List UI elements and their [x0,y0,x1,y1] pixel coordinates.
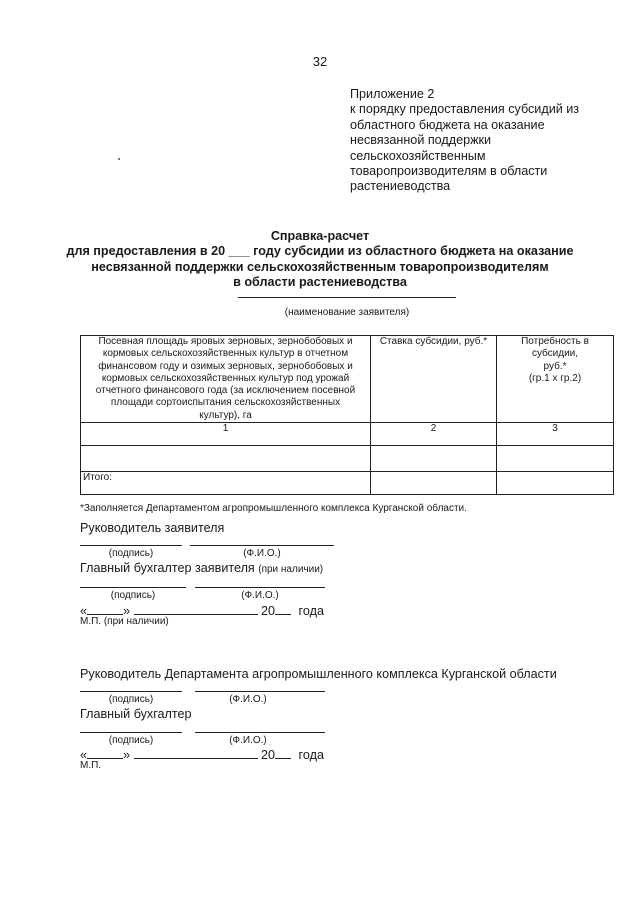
column-number: 2 [371,423,497,446]
fio-caption: (Ф.И.О.) [229,735,267,746]
calculation-table [80,335,614,495]
date-year-prefix: 20 [261,748,276,762]
department-head-label: Руководитель Департамента агропромышленного комплекса Курганской области [80,667,557,681]
column-number: 1 [81,423,371,446]
date-day-blank [87,602,123,615]
sign-caption: (подпись) [108,694,154,705]
header-line: отчетного финансового года (за исключением посевной [95,385,356,397]
table-header-row [81,336,614,423]
table-cell [497,472,614,495]
applicant-accountant-fio-line [195,587,325,588]
date-year-blank [275,746,291,759]
title-line: для предоставления в 20 ___ году субсидии из областного бюджета на оказание [66,244,574,259]
date-quote-close: » [123,604,131,618]
department-head-fio-line [195,691,325,692]
fio-caption: (Ф.И.О.) [243,548,281,559]
header-sown-area [81,336,371,423]
department-date-line [80,746,324,762]
column-number-row [81,423,614,446]
date-month-blank [134,746,258,759]
fio-caption: (Ф.И.О.) [241,590,279,601]
header-line: Посевная площадь яровых зерновых, зернобобовых и [98,336,353,347]
title-line: Справка-расчет [270,229,370,243]
footnote: *Заполняется Департаментом агропромышленного комплекса Курганской области. [80,503,467,514]
applicant-head-sign-line [80,545,182,546]
column-number: 3 [497,423,614,446]
applicant-accountant-label [80,561,323,575]
header-line: кормовых сельскохозяйственных культур в отчетном [102,348,349,360]
accountant-title: Главный бухгалтер заявителя [80,561,255,575]
applicant-accountant-sign-line [80,587,186,588]
header-line: Потребность в [521,336,589,347]
accountant-note: (при наличии) [258,564,324,575]
table-cell [81,446,371,472]
date-quote-open: « [80,748,88,762]
sign-caption: (подпись) [108,548,154,559]
department-accountant-sign-line [80,732,182,733]
sign-caption: (подпись) [110,590,156,601]
appendix-line: растениеводства [350,179,451,194]
total-label: Итого: [81,472,371,495]
title-line: в области растениеводства [233,275,407,290]
total-row [81,472,614,495]
department-stamp: М.П. [80,760,102,771]
date-suffix: года [298,748,324,762]
header-line: культур), га [199,409,252,421]
applicant-name-caption: (наименование заявителя) [284,307,410,318]
fio-caption: (Ф.И.О.) [229,694,267,705]
title-line: несвязанной поддержки сельскохозяйственным товаропроизводителям [91,259,549,274]
appendix-heading [350,87,620,195]
appendix-line: областного бюджета на оказание [350,117,545,132]
department-accountant-label: Главный бухгалтер [80,707,192,721]
table-row [81,446,614,472]
document-title [40,229,600,291]
header-line: субсидии, [531,348,579,360]
header-subsidy-need [497,336,614,423]
date-month-blank [134,602,258,615]
header-line: финансовом году и озимых зерновых, зернобобовых и [98,360,353,372]
table-cell [497,446,614,472]
date-day-blank [87,746,123,759]
department-head-sign-line [80,691,182,692]
header-line: руб.* [543,360,567,372]
page-number: 32 [312,54,328,69]
applicant-head-label: Руководитель заявителя [80,521,225,535]
header-line: кормовых сельскохозяйственных культур под урожай [101,372,350,384]
header-line: (гр.1 х гр.2) [528,372,582,384]
applicant-stamp: М.П. (при наличии) [80,616,169,627]
department-accountant-fio-line [195,732,325,733]
appendix-line: несвязанной поддержки [350,133,492,148]
date-year-blank [275,602,291,615]
sign-caption: (подпись) [108,735,154,746]
table-cell [371,446,497,472]
date-year-prefix: 20 [261,604,276,618]
date-quote-open: « [80,604,88,618]
table-cell [371,472,497,495]
date-quote-close: » [123,748,131,762]
appendix-line: Приложение 2 [350,87,435,101]
appendix-line: к порядку предоставления субсидий из [350,102,580,117]
date-suffix: года [298,604,324,618]
header-subsidy-rate: Ставка субсидии, руб.* [371,336,497,423]
header-line: площади сортоиспытания сельскохозяйственных [110,397,341,409]
appendix-line: сельскохозяйственным [350,148,486,163]
applicant-head-fio-line [190,545,334,546]
applicant-name-line [238,297,456,298]
appendix-line: товаропроизводителям в области [350,164,548,179]
scan-speck [118,158,120,160]
